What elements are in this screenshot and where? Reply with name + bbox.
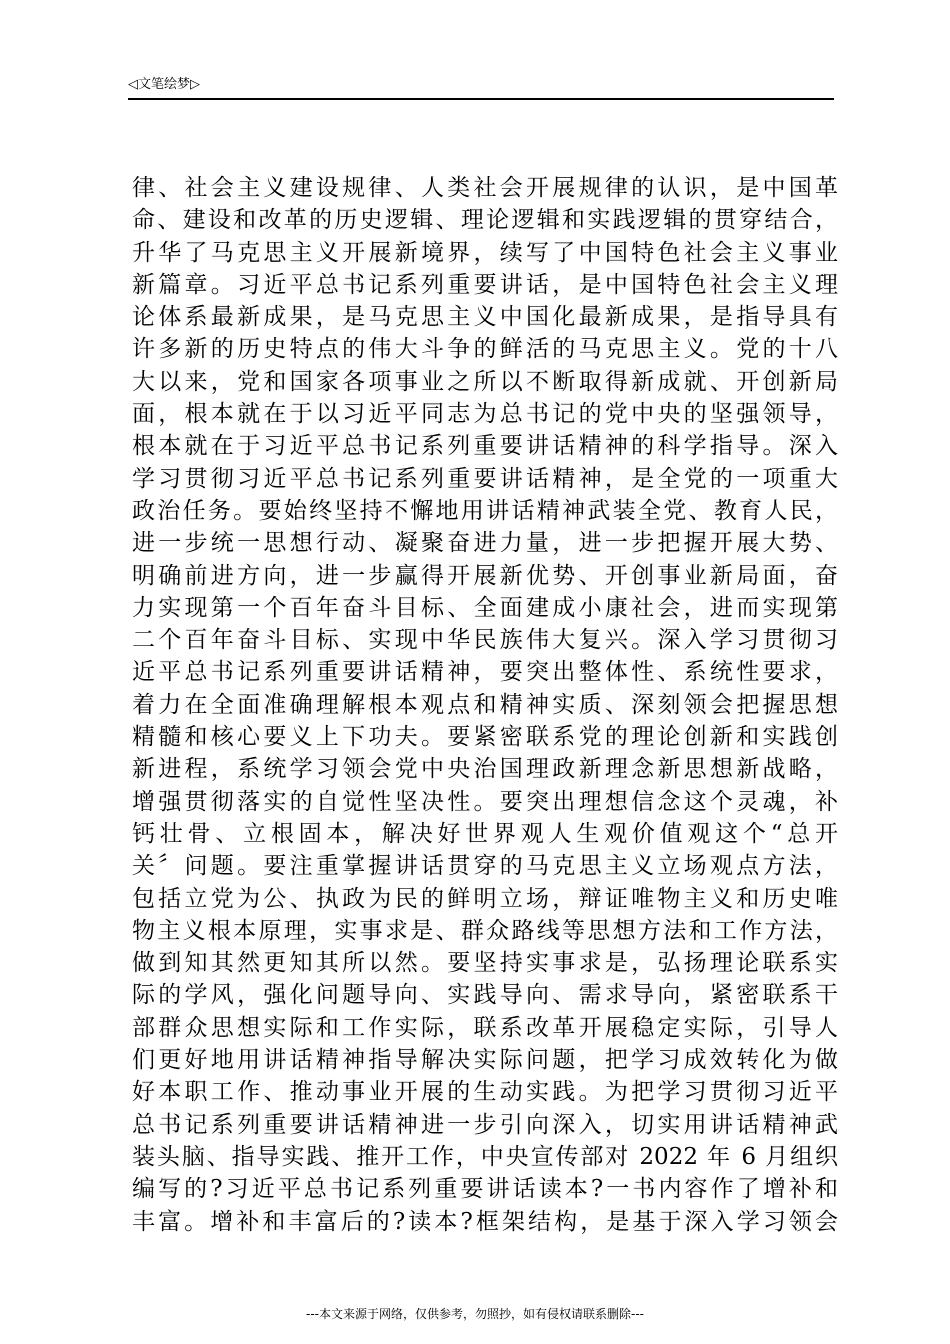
body-text-line: 装头脑、指导实践、推开工作，中央宣传部对 2022 年 6 月组织 bbox=[132, 1143, 838, 1170]
body-text-line: 们更好地用讲话精神指导解决实际问题，把学习成效转化为做 bbox=[132, 1047, 838, 1074]
body-text-line: 丰富。增补和丰富后的?读本?框架结构，是基于深入学习领会 bbox=[132, 1208, 838, 1235]
body-text-line: 际的学风，强化问题导向、实践导向、需求导向，紧密联系干 bbox=[132, 982, 838, 1009]
body-text-line: 精髓和核心要义上下功夫。要紧密联系党的理论创新和实践创 bbox=[132, 724, 838, 751]
body-text-line: 总书记系列重要讲话精神进一步引向深入，切实用讲话精神武 bbox=[132, 1111, 838, 1138]
body-text-line: 包括立党为公、执政为民的鲜明立场，辩证唯物主义和历史唯 bbox=[132, 885, 838, 912]
body-text-line: 物主义根本原理，实事求是、群众路线等思想方法和工作方法， bbox=[132, 917, 838, 944]
body-text-line: 做到知其然更知其所以然。要坚持实事求是，弘扬理论联系实 bbox=[132, 950, 838, 977]
body-text-line: 新篇章。习近平总书记系列重要讲话，是中国特色社会主义理 bbox=[132, 271, 838, 298]
body-text-line: 大以来，党和国家各项事业之所以不断取得新成就、开创新局 bbox=[132, 368, 838, 395]
body-text-line: 升华了马克思主义开展新境界，续写了中国特色社会主义事业 bbox=[132, 239, 838, 266]
body-text-line: 编写的?习近平总书记系列重要讲话读本?一书内容作了增补和 bbox=[132, 1176, 838, 1203]
body-text-line: 政治任务。要始终坚持不懈地用讲话精神武装全党、教育人民， bbox=[132, 497, 838, 524]
body-text-line: 进一步统一思想行动、凝聚奋进力量，进一步把握开展大势、 bbox=[132, 530, 838, 557]
body-text-line: 命、建设和改革的历史逻辑、理论逻辑和实践逻辑的贯穿结合， bbox=[132, 207, 838, 234]
body-text-line: 律、社会主义建设规律、人类社会开展规律的认识，是中国革 bbox=[132, 175, 838, 201]
header-brand: ◁文笔绘梦▷ bbox=[128, 77, 200, 92]
body-text-line: 根本就在于习近平总书记系列重要讲话精神的科学指导。深入 bbox=[132, 433, 838, 460]
body-text-line: 力实现第一个百年奋斗目标、全面建成小康社会，进而实现第 bbox=[132, 594, 838, 621]
body-text-line: 明确前进方向，进一步赢得开展新优势、开创事业新局面，奋 bbox=[132, 562, 838, 589]
page-header bbox=[128, 76, 834, 100]
body-text-line: 关〞问题。要注重掌握讲话贯穿的马克思主义立场观点方法， bbox=[132, 853, 838, 880]
body-text-line: 部群众思想实际和工作实际，联系改革开展稳定实际，引导人 bbox=[132, 1014, 838, 1041]
document-body bbox=[132, 172, 838, 1238]
body-text-line: 面，根本就在于以习近平同志为总书记的党中央的坚强领导， bbox=[132, 401, 838, 428]
body-text-line: 二个百年奋斗目标、实现中华民族伟大复兴。深入学习贯彻习 bbox=[132, 627, 838, 654]
body-text-line: 许多新的历史特点的伟大斗争的鲜活的马克思主义。党的十八 bbox=[132, 336, 838, 363]
body-text-line: 学习贯彻习近平总书记系列重要讲话精神，是全党的一项重大 bbox=[132, 465, 838, 492]
body-text-line: 新进程，系统学习领会党中央治国理政新理念新思想新战略， bbox=[132, 756, 838, 783]
body-text-line: 着力在全面准确理解根本观点和精神实质、深刻领会把握思想 bbox=[132, 691, 838, 718]
body-text-line: 增强贯彻落实的自觉性坚决性。要突出理想信念这个灵魂，补 bbox=[132, 788, 838, 815]
body-text-line: 论体系最新成果，是马克思主义中国化最新成果，是指导具有 bbox=[132, 304, 838, 331]
body-text-line: 好本职工作、推动事业开展的生动实践。为把学习贯彻习近平 bbox=[132, 1079, 838, 1106]
body-text-line: 钙壮骨、立根固本，解决好世界观人生观价值观这个“总开 bbox=[132, 820, 838, 847]
body-text-line: 近平总书记系列重要讲话精神，要突出整体性、系统性要求， bbox=[132, 659, 838, 686]
page-footer: ---本文来源于网络，仅供参考，勿照抄，如有侵权请联系删除--- bbox=[306, 1307, 644, 1321]
